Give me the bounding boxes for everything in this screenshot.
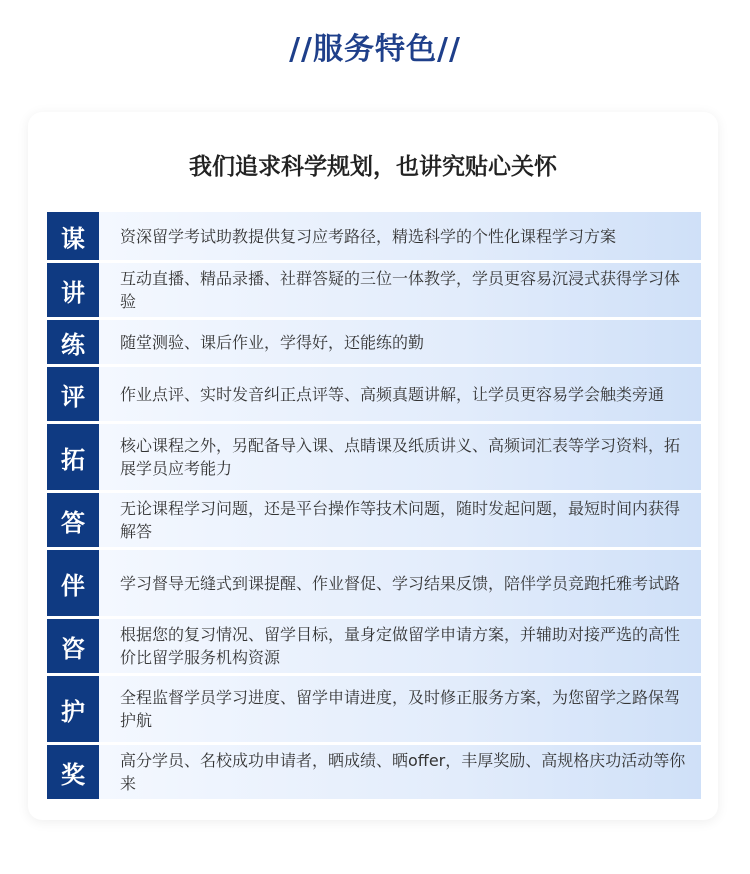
feature-row-mou — [47, 212, 701, 260]
feature-row-lian — [47, 320, 701, 364]
feature-key: 奖 — [47, 745, 99, 799]
feature-key: 答 — [47, 493, 99, 547]
feature-desc: 学习督导无缝式到课提醒、作业督促、学习结果反馈，陪伴学员竞跑托雅考试路 — [99, 550, 701, 616]
feature-desc: 无论课程学习问题，还是平台操作等技术问题，随时发起问题，最短时间内获得解答 — [99, 493, 701, 547]
feature-key: 讲 — [47, 263, 99, 317]
feature-row-hu — [47, 676, 701, 742]
feature-row-jiang-award — [47, 745, 701, 799]
feature-key: 练 — [47, 320, 99, 364]
feature-row-tuo — [47, 424, 701, 490]
feature-desc: 资深留学考试助教提供复习应考路径，精选科学的个性化课程学习方案 — [99, 212, 701, 260]
feature-row-jiang — [47, 263, 701, 317]
feature-desc: 核心课程之外，另配备导入课、点睛课及纸质讲义、高频词汇表等学习资料，拓展学员应考能力 — [99, 424, 701, 490]
feature-row-zi — [47, 619, 701, 673]
feature-key: 评 — [47, 367, 99, 421]
feature-list — [47, 212, 701, 802]
feature-row-ping — [47, 367, 701, 421]
card-title: 我们追求科学规划，也讲究贴心关怀 — [189, 154, 557, 180]
feature-key: 谋 — [47, 212, 99, 260]
feature-desc: 互动直播、精品录播、社群答疑的三位一体教学，学员更容易沉浸式获得学习体验 — [99, 263, 701, 317]
feature-desc: 随堂测验、课后作业，学得好，还能练的勤 — [99, 320, 701, 364]
feature-desc: 全程监督学员学习进度、留学申请进度，及时修正服务方案，为您留学之路保驾护航 — [99, 676, 701, 742]
feature-row-ban — [47, 550, 701, 616]
feature-key: 伴 — [47, 550, 99, 616]
feature-key: 咨 — [47, 619, 99, 673]
feature-desc: 高分学员、名校成功申请者，晒成绩、晒offer，丰厚奖励、高规格庆功活动等你来 — [99, 745, 701, 799]
page-title: //服务特色// — [289, 32, 461, 67]
feature-key: 护 — [47, 676, 99, 742]
feature-desc: 作业点评、实时发音纠正点评等、高频真题讲解，让学员更容易学会触类旁通 — [99, 367, 701, 421]
service-card — [28, 112, 718, 820]
feature-row-da — [47, 493, 701, 547]
feature-key: 拓 — [47, 424, 99, 490]
feature-desc: 根据您的复习情况、留学目标，量身定做留学申请方案，并辅助对接严选的高性价比留学服务机构资源 — [99, 619, 701, 673]
